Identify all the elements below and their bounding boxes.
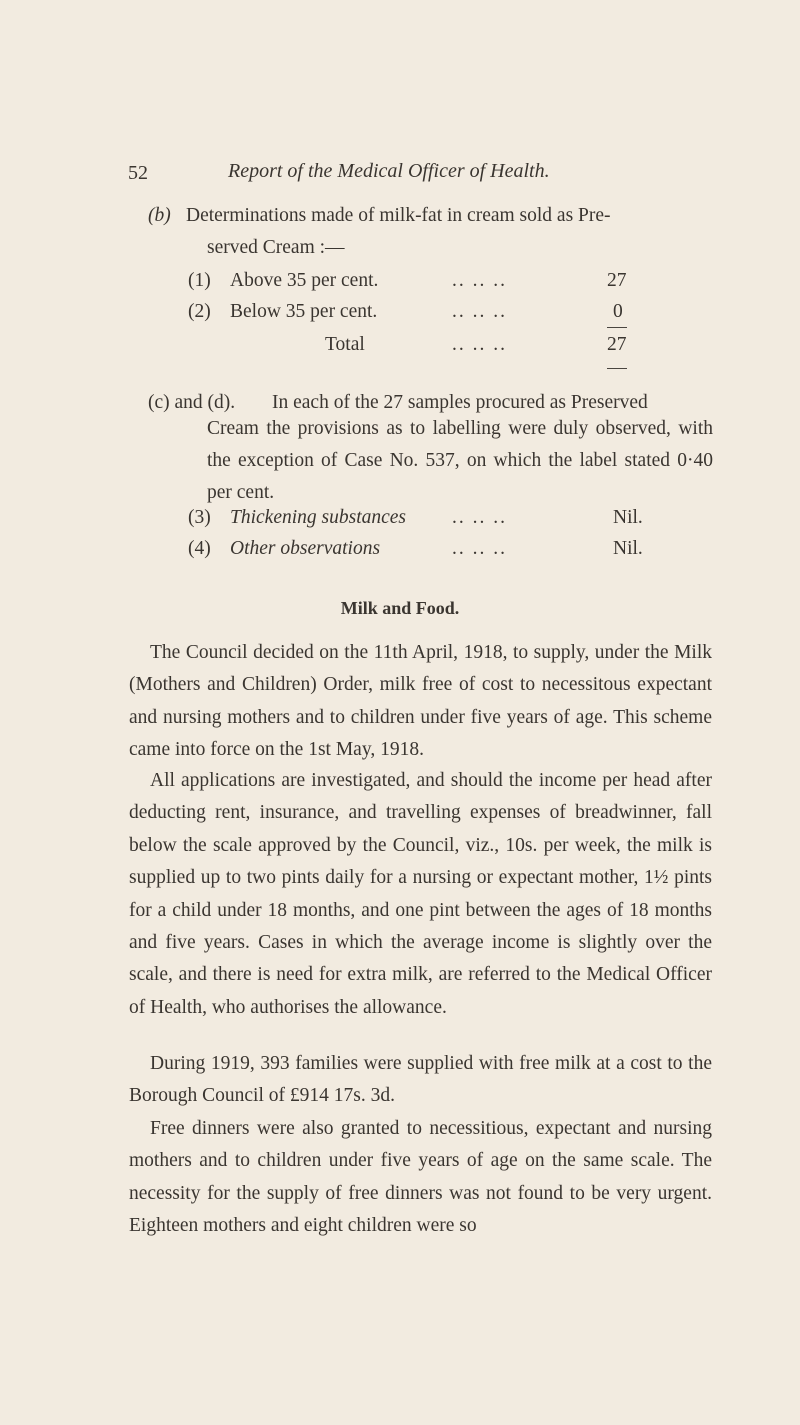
section-heading: Milk and Food.: [340, 598, 460, 618]
section-cd-first-line: In each of the 27 samples procured as Preserved: [272, 392, 648, 413]
row-3-label: Thickening substances: [230, 507, 407, 528]
section-b-label: (b): [148, 205, 171, 226]
total-value: 27: [607, 334, 627, 355]
total-rule-top: [607, 327, 627, 328]
paragraph: During 1919, 393 families were supplied with free milk at a cost to the Borough Council of £914 17s. 3d.: [129, 1053, 712, 1107]
row-1-leader-dots: .. .. ..: [452, 270, 507, 291]
page-number: 52: [128, 162, 148, 184]
row-2-label: Below 35 per cent.: [230, 301, 378, 322]
total-rule-bottom: [607, 368, 627, 369]
row-2-num: (2): [188, 301, 211, 322]
row-4-value: Nil.: [613, 538, 643, 559]
section-b-line-1: Determinations made of milk-fat in cream sold as Pre-: [186, 205, 611, 226]
row-1-value: 27: [607, 270, 627, 291]
row-4-num: (4): [188, 538, 211, 559]
row-3-num: (3): [188, 507, 211, 528]
paragraph: The Council decided on the 11th April, 1918, to supply, under the Milk (Mothers and Children) Order, milk free of cost to necessitous expectant and nursing mothers and to children under five years of age. This scheme came into force on the 1st May, 1918.: [129, 642, 712, 761]
row-4-label: Other observations: [230, 538, 381, 559]
paragraph: Free dinners were also granted to necessitious, expectant and nursing mothers and to children under five years of age on the same scale. The necessity for the supply of free dinners was not found to be very urgent. Eighteen mothers and eight children were so: [129, 1118, 712, 1237]
paragraph: All applications are investigated, and should the income per head after deducting rent, insurance, and travelling expenses of breadwinner, fall below the scale approved by the Council, viz., 10s. per week, the milk is supplied up to two pints daily for a nursing or expectant mother, 1½ pints for a child under 18 months, and one pint between the ages of 18 months and five years. Cases in which the average income is slightly over the scale, and there is need for extra milk, are referred to the Medical Officer of Health, who authorises the allowance.: [129, 770, 712, 1018]
section-cd-continuation: Cream the provisions as to labelling were duly observed, with the exception of Case No. 537, on which the label stated 0·40 per cent.: [207, 418, 713, 503]
row-2-value: 0: [613, 301, 623, 322]
row-3-value: Nil.: [613, 507, 643, 528]
row-1-label: Above 35 per cent.: [230, 270, 379, 291]
row-3-leader-dots: .. .. ..: [452, 507, 507, 528]
section-b-line-2: served Cream :—: [207, 237, 345, 258]
row-1-num: (1): [188, 270, 211, 291]
row-2-leader-dots: .. .. ..: [452, 301, 507, 322]
row-4-leader-dots: .. .. ..: [452, 538, 507, 559]
total-label: Total: [325, 334, 365, 355]
section-cd-label: (c) and (d).: [148, 392, 236, 413]
running-title: Report of the Medical Officer of Health.: [228, 160, 550, 182]
total-leader-dots: .. .. ..: [452, 334, 507, 355]
